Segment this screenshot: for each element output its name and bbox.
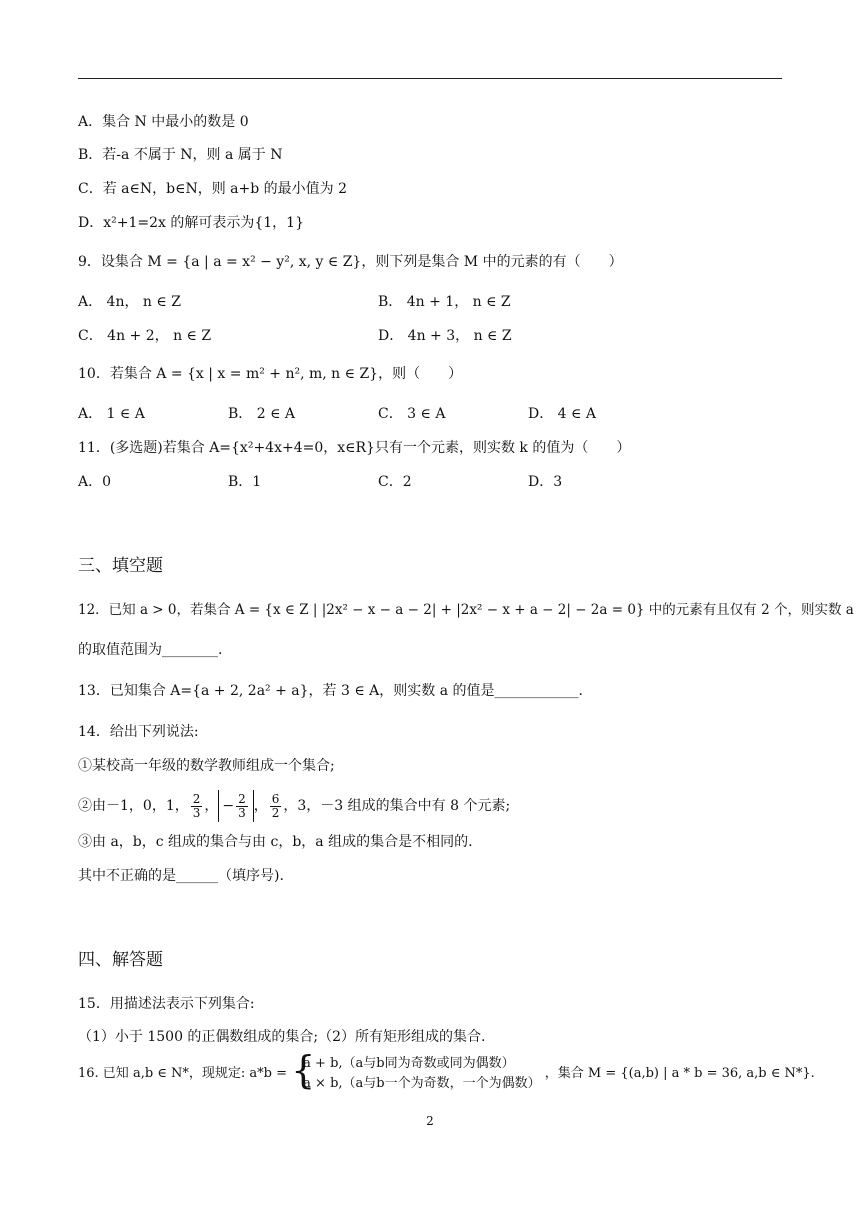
header-rule xyxy=(78,78,782,79)
q8-option-d: D．x²+1=2x 的解可表示为{1，1} xyxy=(78,215,304,231)
q15-parts: （1）小于 1500 的正偶数组成的集合;（2）所有矩形组成的集合. xyxy=(78,1029,486,1045)
fraction-six-halves xyxy=(270,793,282,820)
q8-option-a: A．集合 N 中最小的数是 0 xyxy=(78,114,249,130)
q14-s2-prefix: ②由－1，0，1， xyxy=(78,798,189,814)
abs-neg-two-thirds: − $\frac{2}{3}$ xyxy=(218,790,253,822)
frac-num: 2 xyxy=(238,791,246,806)
frac-den: 3 xyxy=(192,805,201,820)
frac-num: 2 xyxy=(192,791,201,806)
q16-suffix: ，集合 M = {(a,b) | a * b = 36, a,b ∈ N*}. xyxy=(544,1066,815,1081)
q11-option-b: B．1 xyxy=(228,474,262,490)
q14-statement-3: ③由 a，b，c 组成的集合与由 c，b，a 组成的集合是不相同的. xyxy=(78,834,473,850)
q16-prefix: 16. 已知 a,b ∈ N*，现规定: a*b = xyxy=(78,1066,288,1081)
q12-line1: 12．已知 a > 0，若集合 A = {x ∈ Z | |2x² − x − a − 2| + |2x² − x + a − 2| − 2a = 0} 中的元素有且仅有 2 个，则实数 a xyxy=(78,602,854,618)
q11-stem: 11．(多选题)若集合 A={x²+4x+4=0，x∈R}只有一个元素，则实数 k 的值为（ ） xyxy=(78,440,631,456)
fraction-two-thirds xyxy=(191,793,203,820)
q10-option-a: A． 1 ∈ A xyxy=(78,406,145,422)
q10-option-b: B． 2 ∈ A xyxy=(228,406,296,422)
fraction-two-thirds-abs xyxy=(236,793,248,820)
q11-option-a: A．0 xyxy=(78,474,112,490)
q15-stem: 15．用描述法表示下列集合: xyxy=(78,996,255,1012)
q9-stem: 9．设集合 M = {a | a = x² − y², x, y ∈ Z}，则下列是集合 M 中的元素的有（ ） xyxy=(78,254,623,270)
frac-num: 6 xyxy=(271,791,280,806)
section-fill-in-title: 三、填空题 xyxy=(78,556,163,576)
q12-line2: 的取值范围为________. xyxy=(78,642,223,658)
q14-statement-2: ②由－1，0，1， $\frac{2}{3}$ ， − $\frac{2}{3}$ ， $\frac{6}{2}$ ，3，－3 组成的集合中有 8 个元素; xyxy=(78,790,510,822)
q9-option-a: A． 4n， n ∈ Z xyxy=(78,294,181,310)
q14-statement-1: ①某校高一年级的数学教师组成一个集合; xyxy=(78,758,335,774)
q8-option-c: C．若 a∈N，b∈N，则 a+b 的最小值为 2 xyxy=(78,181,347,197)
q9-option-d: D． 4n + 3， n ∈ Z xyxy=(378,328,512,344)
page-number: 2 xyxy=(426,1114,434,1128)
q13-stem: 13．已知集合 A={a + 2, 2a² + a}，若 3 ∈ A，则实数 a 的值是____________. xyxy=(78,683,583,699)
q10-option-c: C． 3 ∈ A xyxy=(378,406,446,422)
q8-option-b: B．若-a 不属于 N，则 a 属于 N xyxy=(78,147,283,163)
q11-option-c: C．2 xyxy=(378,474,412,490)
q14-answer-line: 其中不正确的是______（填序号). xyxy=(78,868,284,884)
q14-stem: 14．给出下列说法: xyxy=(78,724,199,740)
q16-piecewise xyxy=(291,1047,541,1094)
q16-case-2: a × b,（a与b一个为奇数，一个为偶数） xyxy=(303,1075,541,1091)
q9-option-b: B． 4n + 1， n ∈ Z xyxy=(378,294,511,310)
frac-den: 3 xyxy=(238,805,246,820)
q10-option-d: D． 4 ∈ A xyxy=(528,406,596,422)
left-brace: { xyxy=(291,1047,316,1092)
q9-option-c: C． 4n + 2， n ∈ Z xyxy=(78,328,212,344)
q10-stem: 10．若集合 A = {x | x = m² + n², m, n ∈ Z}，则（ ） xyxy=(78,366,463,382)
q16-case-1: a + b,（a与b同为奇数或同为偶数） xyxy=(303,1055,515,1071)
section-answer-title: 四、解答题 xyxy=(78,950,163,970)
q16-stem xyxy=(78,1047,815,1096)
q11-option-d: D．3 xyxy=(528,474,563,490)
frac-den: 2 xyxy=(271,805,280,820)
q14-s2-suffix: ，3，－3 组成的集合中有 8 个元素; xyxy=(283,798,511,814)
